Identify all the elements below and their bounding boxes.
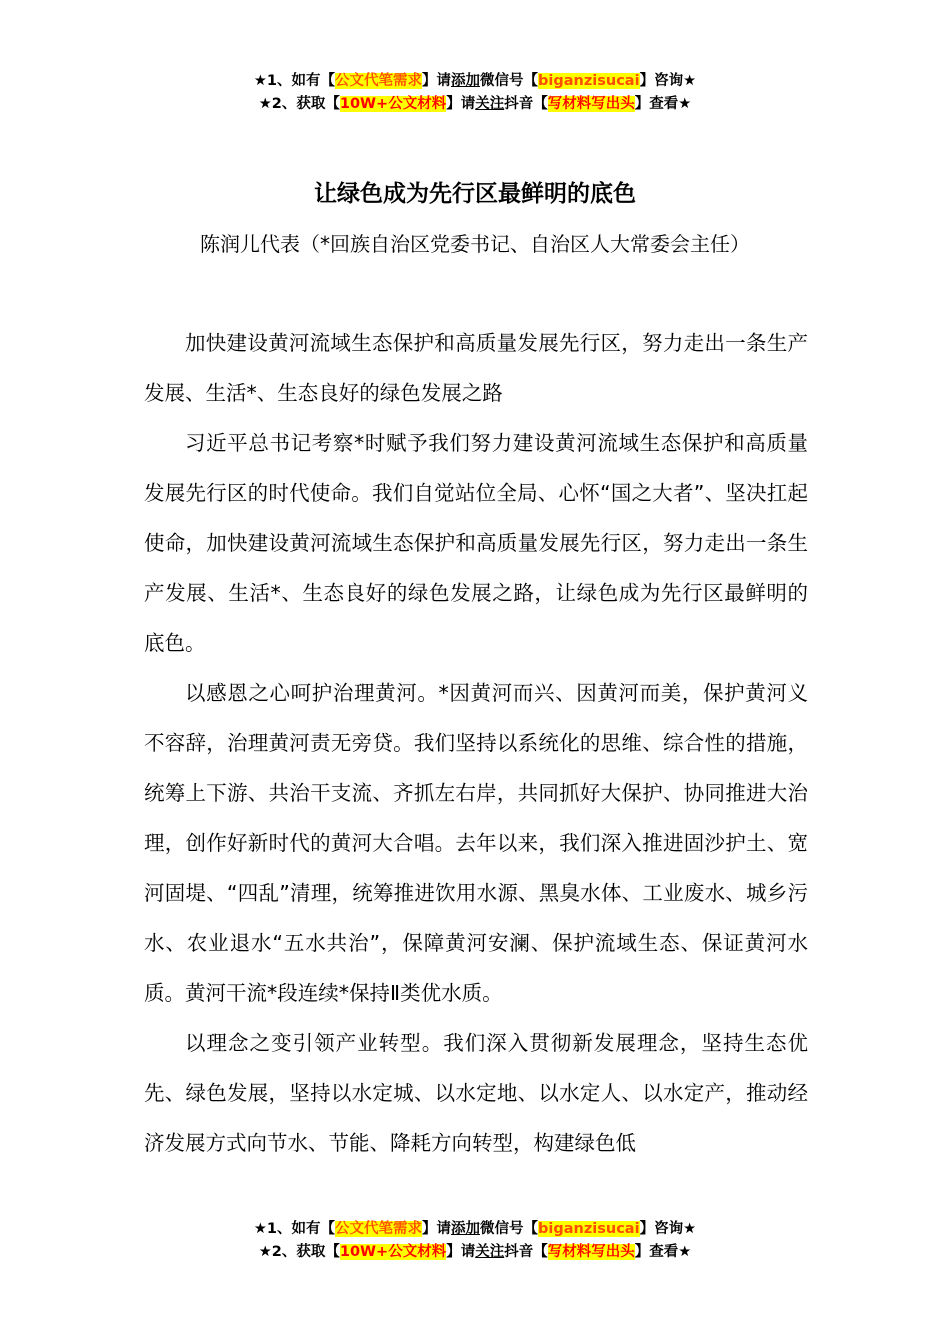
banner-text: 】请 <box>446 96 476 112</box>
banner-text: 】请 <box>446 1244 476 1260</box>
banner-text: 】咨询★ <box>639 1221 697 1237</box>
banner-text: ★1、如有【 <box>253 1221 336 1237</box>
banner-line-2 <box>0 1241 950 1264</box>
document-title: 让绿色成为先行区最鲜明的底色 <box>314 181 636 207</box>
banner-text: 】查看★ <box>634 96 692 112</box>
banner-highlight: 公文代笔需求 <box>335 1221 423 1237</box>
paragraph: 以感恩之心呵护治理黄河。*因黄河而兴、因黄河而美，保护黄河义不容辞，治理黄河责无旁贷。我们坚持以系统化的思维、综合性的措施，统筹上下游、共治干支流、齐抓左右岸，共同抓好大保护、协同推进大治理，创作好新时代的黄河大合唱。去年以来，我们深入推进固沙护土、宽河固堤、“四乱”清理，统筹推进饮用水源、黑臭水体、工业废水、城乡污水、农业退水“五水共治”，保障黄河安澜、保护流域生态、保证黄河水质。黄河干流*段连续*保持Ⅱ类优水质。 <box>144 681 808 1005</box>
banner-text: ★2、获取【 <box>258 1244 340 1260</box>
banner-underlined: 添加 <box>451 73 481 89</box>
banner-line-1 <box>0 70 950 93</box>
banner-highlight: 10W+公文材料 <box>339 96 447 112</box>
banner-text: 】咨询★ <box>639 73 697 89</box>
banner-line-1 <box>0 1218 950 1241</box>
banner-underlined: 关注 <box>475 1244 505 1260</box>
document-author: 陈润儿代表（*回族自治区党委书记、自治区人大常委会主任） <box>200 232 750 256</box>
banner-highlight: 公文代笔需求 <box>335 73 423 89</box>
header-banner <box>0 70 950 116</box>
banner-text: 抖音【 <box>504 1244 548 1260</box>
banner-highlight: biganzisucai <box>538 1221 640 1237</box>
banner-text: ★1、如有【 <box>253 73 336 89</box>
banner-text: 抖音【 <box>504 96 548 112</box>
banner-underlined: 添加 <box>451 1221 481 1237</box>
banner-text: ★2、获取【 <box>258 96 340 112</box>
paragraph: 以理念之变引领产业转型。我们深入贯彻新发展理念，坚持生态优先、绿色发展，坚持以水定城、以水定地、以水定人、以水定产，推动经济发展方式向节水、节能、降耗方向转型，构建绿色低 <box>144 1031 808 1155</box>
banner-text: 微信号【 <box>480 73 539 89</box>
banner-text: 微信号【 <box>480 1221 539 1237</box>
paragraph: 习近平总书记考察*时赋予我们努力建设黄河流域生态保护和高质量发展先行区的时代使命。我们自觉站位全局、心怀“国之大者”、坚决扛起使命，加快建设黄河流域生态保护和高质量发展先行区，努力走出一条生产发展、生活*、生态良好的绿色发展之路，让绿色成为先行区最鲜明的底色。 <box>144 431 808 655</box>
paragraph: 加快建设黄河流域生态保护和高质量发展先行区，努力走出一条生产发展、生活*、生态良好的绿色发展之路 <box>144 331 808 405</box>
banner-line-2 <box>0 93 950 116</box>
banner-highlight: 10W+公文材料 <box>339 1244 447 1260</box>
banner-text: 】请 <box>422 73 452 89</box>
banner-highlight: 写材料写出头 <box>547 1244 635 1260</box>
banner-underlined: 关注 <box>475 96 505 112</box>
document-body <box>144 318 808 1168</box>
banner-highlight: 写材料写出头 <box>547 96 635 112</box>
banner-text: 】请 <box>422 1221 452 1237</box>
footer-banner <box>0 1218 950 1264</box>
banner-text: 】查看★ <box>634 1244 692 1260</box>
banner-highlight: biganzisucai <box>538 73 640 89</box>
